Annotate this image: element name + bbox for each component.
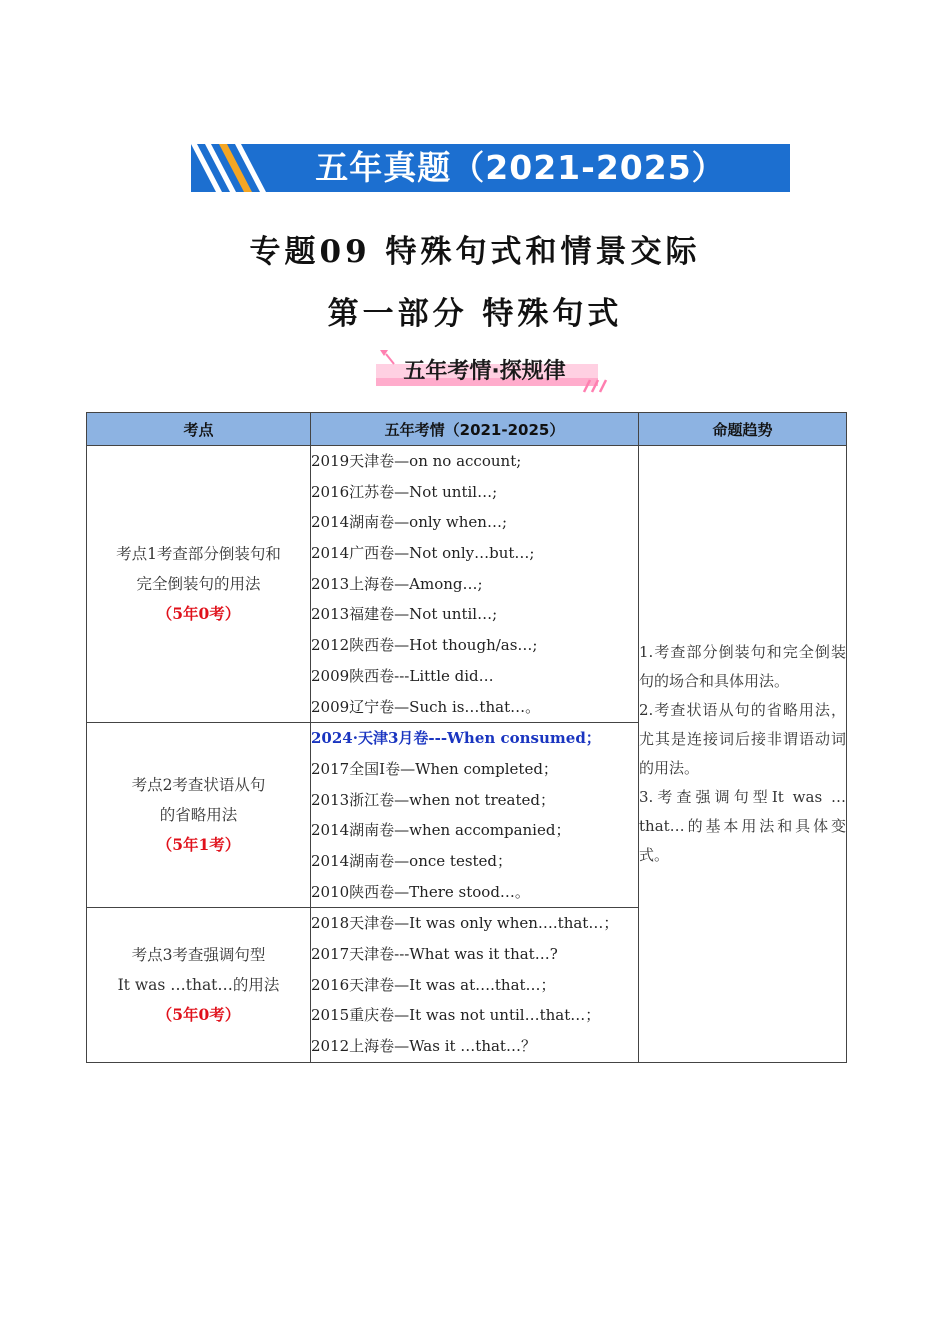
exam-analysis-table (86, 412, 847, 1063)
exams-cell (311, 908, 639, 1062)
topic-cell (87, 908, 311, 1062)
exam-count: （5年0考） (156, 1005, 241, 1025)
exam-item: 2014湖南卷—when accompanied； (311, 821, 571, 840)
topic-line: 考点3考查强调句型 (131, 946, 266, 965)
topic-cell (87, 446, 311, 723)
exam-item: 2014湖南卷—only when…; (311, 513, 507, 532)
topic-line: 考点2考查状语从句 (131, 776, 266, 795)
section-heading (372, 350, 612, 394)
exam-item: 2014湖南卷—once tested； (311, 851, 513, 870)
exam-item: 2013浙江卷—when not treated； (311, 790, 555, 809)
document-title: 专题09 特殊句式和情景交际 (249, 234, 701, 270)
trend-item: 3.考查强调句型It was …that…的基本用法和具体变式。 (639, 787, 846, 864)
exam-item: 2015重庆卷—It was not until…that…； (311, 1006, 601, 1025)
exam-item: 2016天津卷—It was at….that…； (311, 975, 556, 994)
topic-line: 的省略用法 (159, 806, 238, 825)
exam-item: 2017天津卷---What was it that…? (311, 945, 558, 963)
header-exams: 五年考情（2021-2025） (311, 413, 639, 446)
exam-count: （5年0考） (156, 604, 241, 624)
exam-item: 2009陕西卷---Little did… (311, 666, 494, 685)
exam-item: 2019天津卷—on no account; (311, 452, 522, 470)
trend-item: 1.考查部分倒装句和完全倒装句的场合和具体用法。 (639, 642, 846, 690)
trend-cell (639, 446, 847, 1063)
exam-item: 2012上海卷—Was it …that…？ (311, 1037, 536, 1056)
exam-item: 2012陕西卷—Hot though/as…; (311, 636, 538, 655)
exam-item: 2018天津卷—It was only when….that…； (311, 914, 619, 933)
exam-item: 2013福建卷—Not until…; (311, 605, 498, 624)
exams-cell (311, 723, 639, 908)
topic-line: It was …that…的用法 (117, 976, 280, 995)
exam-item: 2016江苏卷—Not until…; (311, 482, 498, 501)
document-subtitle: 第一部分 特殊句式 (327, 296, 623, 332)
table-row (87, 446, 847, 723)
header-trend: 命题趋势 (639, 413, 847, 446)
banner-title: 五年真题（2021-2025） (315, 148, 726, 187)
trend-item: 2.考查状语从句的省略用法，尤其是连接词后接非谓语动词的用法。 (639, 700, 846, 777)
topic-line: 考点1考查部分倒装句和 (116, 545, 281, 564)
header-banner (191, 144, 790, 192)
exam-item: 2014广西卷—Not only…but…; (311, 544, 535, 563)
exam-item: 2010陕西卷—There stood…。 (311, 882, 530, 901)
section-heading-text: 五年考情·探规律 (403, 359, 566, 384)
exam-item: 2017全国I卷—When completed； (311, 759, 558, 778)
topic-cell (87, 723, 311, 908)
header-topic: 考点 (87, 413, 311, 446)
table-header-row (87, 413, 847, 446)
topic-line: 完全倒装句的用法 (136, 575, 261, 594)
exam-item: 2013上海卷—Among…; (311, 574, 483, 593)
exams-cell (311, 446, 639, 723)
exam-count: （5年1考） (156, 835, 241, 855)
highlighted-exam-item: 2024·天津3月卷---When consumed； (311, 729, 601, 748)
exam-item: 2009辽宁卷—Such is…that…。 (311, 697, 541, 716)
